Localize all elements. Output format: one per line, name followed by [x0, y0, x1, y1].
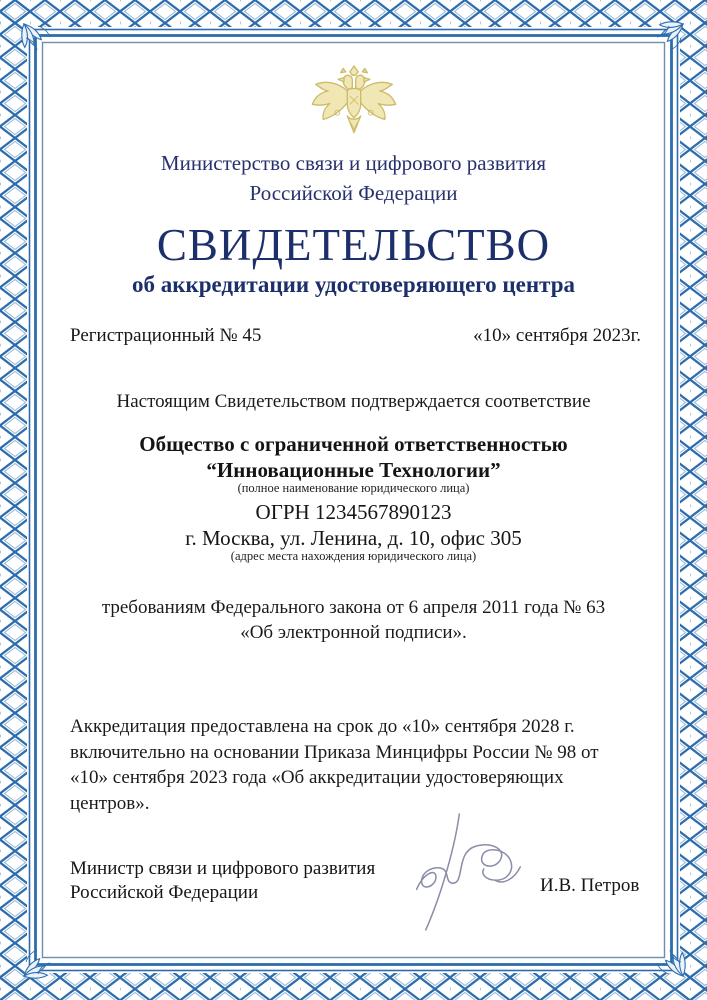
accreditation-line3: «10» сентября 2023 года «Об аккредитации удостоверяющих центров».	[70, 767, 564, 814]
organization-address: г. Москва, ул. Ленина, д. 10, офис 305	[185, 526, 522, 550]
certificate-subtitle: об аккредитации удостоверяющего центра	[131, 272, 575, 297]
signer-title-line1: Министр связи и цифрового развития	[70, 858, 376, 879]
signer-name: И.В. Петров	[540, 875, 640, 896]
accreditation-line2: включительно на основании Приказа Минцифры России № 98 от	[70, 741, 599, 763]
law-reference-line2: «Об электронной подписи».	[240, 622, 467, 643]
signer-title-line2: Российской Федерации	[70, 881, 259, 903]
organization-type: Общество с ограниченной ответственностью	[139, 432, 568, 456]
ogrn-number: ОГРН 1234567890123	[255, 500, 452, 524]
organization-name-caption: (полное наименование юридического лица)	[237, 481, 470, 495]
ministry-header	[43, 148, 664, 208]
signer-title	[70, 857, 377, 904]
emblem-container	[43, 64, 664, 153]
confirmation-statement: Настоящим Свидетельством подтверждается соответствие	[116, 391, 591, 412]
law-reference-line1: требованиям Федерального закона от 6 апреля 2011 года № 63	[101, 597, 606, 618]
registration-number: Регистрационный № 45	[70, 325, 262, 346]
registration-row	[70, 325, 641, 347]
double-headed-eagle-icon	[304, 64, 404, 148]
ministry-line2: Российской Федерации	[249, 181, 458, 205]
address-caption: (адрес места нахождения юридического лица)	[230, 549, 477, 563]
issue-date: «10» сентября 2023г.	[473, 325, 641, 346]
ministry-line1: Министерство связи и цифрового развития	[160, 151, 547, 175]
accreditation-line1: Аккредитация предоставлена на срок до «10» сентября 2028 г.	[70, 716, 575, 737]
accreditation-paragraph	[70, 714, 647, 816]
handwritten-signature-icon	[413, 810, 531, 934]
certificate-title: СВИДЕТЕЛЬСТВО	[156, 220, 551, 270]
organization-name: “Инновационные Технологии”	[206, 458, 501, 482]
